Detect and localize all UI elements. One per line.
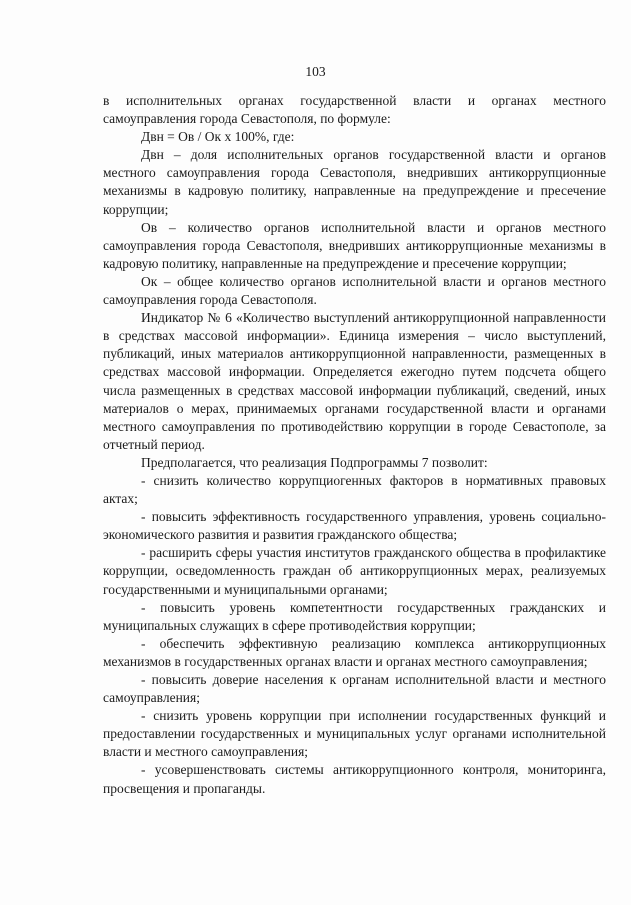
list-item: - повысить уровень компетентности государственных гражданских и муниципальных служащих в сфере противодействия коррупции;	[103, 599, 606, 633]
document-body	[103, 92, 606, 798]
list-item: - снизить количество коррупциогенных факторов в нормативных правовых актах;	[103, 472, 606, 507]
paragraph-expected-results: Предполагается, что реализация Подпрограммы 7 позволит:	[141, 454, 488, 470]
list-item: - снизить уровень коррупции при исполнении государственных функций и предоставлении государственных и муниципальных услуг органами исполнительной власти и местного самоуправления;	[103, 708, 606, 760]
paragraph-dvn-definition: Двн – доля исполнительных органов государственной власти и органов местного самоуправления города Севастополя, внедривших антикоррупционные механизмы в кадровую политику, направленные на предупреждение и пресечение коррупции;	[103, 147, 606, 217]
list-item: - повысить эффективность государственного управления, уровень социально-экономического развития и развития гражданского общества;	[103, 509, 606, 543]
formula-line: Двн = Ов / Ок х 100%, где:	[141, 129, 295, 145]
paragraph-ok-definition: Ок – общее количество органов исполнительной власти и органов местного самоуправления города Севастополя.	[103, 273, 606, 308]
page-number: 103	[305, 64, 326, 79]
paragraph-ov-definition: Ов – количество органов исполнительной власти и органов местного самоуправления города Севастополя, внедривших антикоррупционные механизмы в кадровую политику, направленные на предупреждение и пресечение коррупции;	[103, 219, 606, 271]
list-item: - усовершенствовать системы антикоррупционного контроля, мониторинга, просвещения и пропаганды.	[103, 762, 606, 796]
list-item: - обеспечить эффективную реализацию комплекса антикоррупционных механизмов в государственных органах власти и органах местного самоуправления;	[103, 635, 606, 669]
paragraph-intro-continuation: в исполнительных органах государственной власти и органах местного самоуправления города Севастополя, по формуле:	[103, 93, 606, 127]
list-item: - расширить сферы участия институтов гражданского общества в профилактике коррупции, осведомленность граждан об антикоррупционных мерах, реализуемых государственными и муниципальными органами;	[103, 545, 606, 597]
paragraph-indicator-6: Индикатор № 6 «Количество выступлений антикоррупционной направленности в средствах массовой информации». Единица измерения – число выступлений, публикаций, иных материалов антикоррупционной направленности, размещенных в средствах массовой информации. Определяется ежегодно путем подсчета общего числа размещенных в средствах массовой информации публикаций, сведений, иных материалов о мерах, принимаемых органами государственной власти и органами местного самоуправления по противодействию коррупции в городе Севастополе, за отчетный период.	[103, 310, 606, 452]
list-item: - повысить доверие населения к органам исполнительной власти и местного самоуправления;	[103, 672, 606, 706]
